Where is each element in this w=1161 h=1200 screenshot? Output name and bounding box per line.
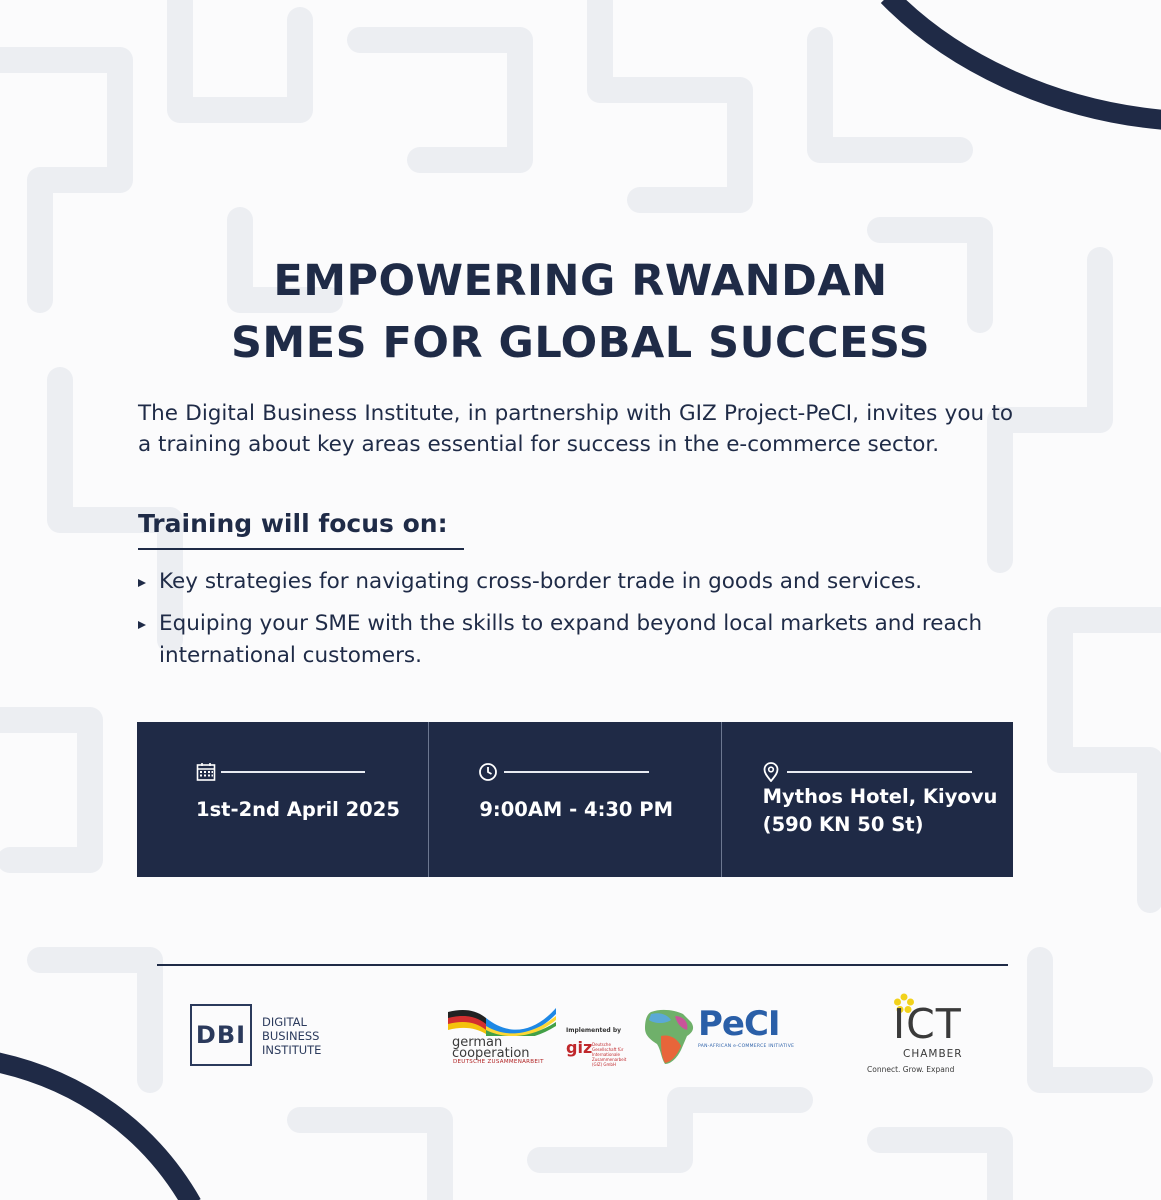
bottom-left-arc (0, 1040, 220, 1200)
venue-line-1: Mythos Hotel, Kiyovu (762, 785, 998, 808)
date-text: 1st-2nd April 2025 (196, 798, 400, 821)
dbi-logo-mark: DBI (190, 1004, 252, 1066)
bullet-triangle-icon (138, 621, 146, 629)
german-cooperation-line-2: cooperation (452, 1046, 530, 1061)
focus-item-text: Equiping your SME with the skills to expand beyond local markets and reach international customers. (159, 611, 983, 668)
dbi-logo-line-2: BUSINESS (262, 1029, 320, 1043)
time-cell (429, 722, 721, 877)
ict-chamber-text: CHAMBER (903, 1048, 963, 1060)
headline (0, 250, 1161, 374)
focus-item-text: Key strategies for navigating cross-border trade in goods and services. (159, 569, 923, 594)
top-right-arc (860, 0, 1161, 140)
peci-wordmark: PeCI (698, 1004, 780, 1044)
german-cooperation-text (452, 1037, 530, 1059)
footer-divider (157, 964, 1008, 966)
dbi-logo-text (262, 1015, 321, 1057)
german-cooperation-subtitle: DEUTSCHE ZUSAMMENARBEIT (453, 1059, 544, 1065)
giz-implemented-by: Implemented by (566, 1027, 622, 1034)
headline-line-2: SMES FOR GLOBAL SUCCESS (230, 318, 931, 368)
giz-wordmark: giz (566, 1038, 593, 1057)
peci-subtitle: PAN-AFRICAN e-COMMERCE INITIATIVE (698, 1044, 795, 1049)
giz-fullname: Deutsche Gesellschaft für Internationale Zusammenarbeit (GIZ) GmbH (592, 1042, 627, 1067)
focus-list (138, 566, 1018, 682)
date-cell (137, 722, 429, 877)
africa-map-icon (641, 1006, 699, 1068)
dbi-logo-line-3: INSTITUTE (262, 1043, 322, 1057)
time-divider-line (504, 771, 649, 773)
event-details-bar (137, 722, 1013, 877)
list-item (138, 566, 1018, 598)
intro-paragraph: The Digital Business Institute, in partnership with GIZ Project-PeCI, invites you to a training about key areas essential for success in the e-commerce sector. (138, 401, 1013, 457)
list-item (138, 608, 1018, 672)
venue-line-2: (590 KN 50 St) (762, 813, 924, 836)
venue-divider-line (787, 771, 972, 773)
focus-heading: Training will focus on: (138, 509, 448, 538)
location-pin-icon (761, 762, 781, 782)
venue-text (763, 783, 998, 839)
ict-wordmark: ICT (893, 1000, 962, 1048)
german-cooperation-line-1: german (452, 1035, 503, 1050)
venue-cell (722, 722, 1013, 877)
calendar-icon (196, 762, 216, 782)
ict-tagline: Connect. Grow. Expand (867, 1065, 955, 1074)
clock-icon (478, 762, 498, 782)
headline-line-1: EMPOWERING RWANDAN (273, 256, 888, 306)
focus-heading-underline (138, 548, 464, 550)
dbi-logo-line-1: DIGITAL (262, 1015, 307, 1029)
date-divider-line (221, 771, 365, 773)
bullet-triangle-icon (138, 579, 146, 587)
german-flag-ribbon-icon (446, 1006, 558, 1036)
time-text: 9:00AM - 4:30 PM (479, 798, 673, 821)
